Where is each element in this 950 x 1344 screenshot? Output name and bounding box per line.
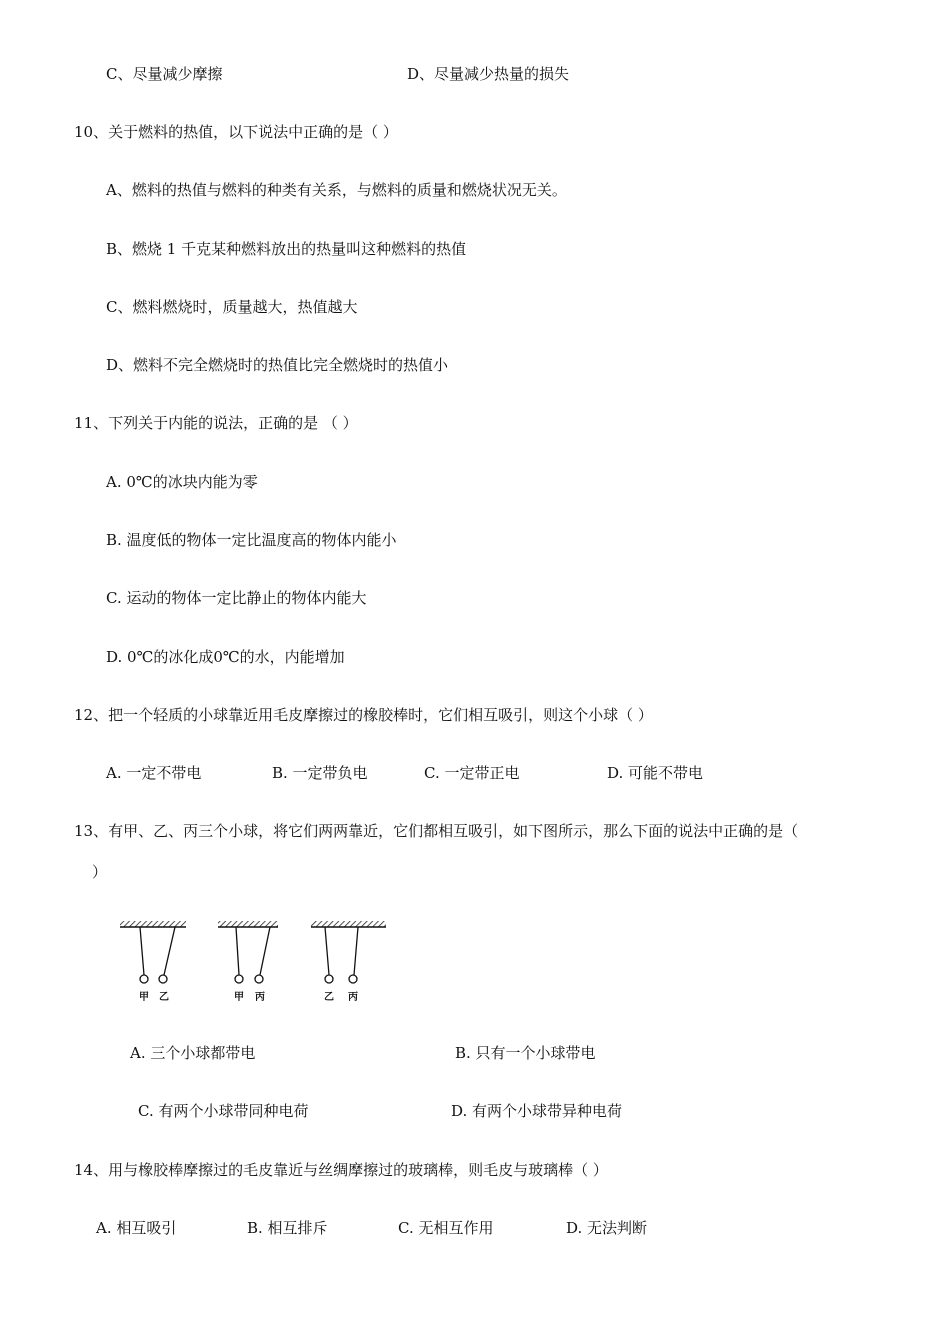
- q14-option-d: D. 无法判断: [566, 1219, 648, 1237]
- q13-option-d: D. 有两个小球带异种电荷: [451, 1102, 623, 1120]
- q10-option-b: B、燃烧 1 千克某种燃料放出的热量叫这种燃料的热值: [106, 240, 467, 258]
- label-jia-2: 甲: [234, 992, 244, 1003]
- ball-pair-2: [235, 927, 270, 983]
- q12-option-c: C. 一定带正电: [424, 764, 520, 782]
- q12-stem: 12、把一个轻质的小球靠近用毛皮摩擦过的橡胶棒时，它们相互吸引，则这个小球（ ）: [74, 706, 653, 724]
- q11-option-b: B. 温度低的物体一定比温度高的物体内能小: [106, 531, 397, 549]
- q11-option-d: D. 0℃的冰化成0℃的水，内能增加: [106, 648, 345, 666]
- q10-stem: 10、关于燃料的热值，以下说法中正确的是（ ）: [74, 123, 398, 141]
- q9-option-d: D、尽量减少热量的损失: [407, 65, 570, 83]
- q12-option-b: B. 一定带负电: [272, 764, 368, 782]
- ball-pair-3: [325, 927, 358, 983]
- support-bar-3: [311, 921, 386, 927]
- q10-option-c: C、燃料燃烧时，质量越大，热值越大: [106, 298, 358, 316]
- ball-pair-1: [140, 927, 175, 983]
- q13-stem: 13、有甲、乙、丙三个小球，将它们两两靠近，它们都相互吸引，如下图所示，那么下面的说法中正确的是（: [74, 822, 799, 840]
- q11-option-a: A. 0℃的冰块内能为零: [106, 473, 258, 491]
- q13-option-c: C. 有两个小球带同种电荷: [138, 1102, 309, 1120]
- q10-option-a: A、燃料的热值与燃料的种类有关系，与燃料的质量和燃烧状况无关。: [106, 181, 567, 199]
- q10-option-d: D、燃料不完全燃烧时的热值比完全燃烧时的热值小: [106, 356, 449, 374]
- label-yi-3: 乙: [324, 992, 334, 1003]
- q14-option-c: C. 无相互作用: [398, 1219, 494, 1237]
- pith-balls-figure: [118, 915, 393, 1010]
- q13-option-b: B. 只有一个小球带电: [455, 1044, 596, 1062]
- label-jia-1: 甲: [139, 992, 149, 1003]
- q11-stem: 11、下列关于内能的说法，正确的是 （ ）: [74, 414, 358, 432]
- q13-stem-continued: ）: [92, 863, 108, 881]
- support-bar-1: [120, 921, 186, 927]
- label-bing-2: 丙: [255, 992, 265, 1003]
- q12-option-a: A. 一定不带电: [106, 764, 202, 782]
- q11-option-c: C. 运动的物体一定比静止的物体内能大: [106, 589, 367, 607]
- q9-option-c: C、尽量减少摩擦: [106, 65, 223, 83]
- q14-option-a: A. 相互吸引: [96, 1219, 177, 1237]
- q12-option-d: D. 可能不带电: [607, 764, 704, 782]
- support-bar-2: [218, 921, 278, 927]
- label-bing-3: 丙: [348, 992, 358, 1003]
- q13-option-a: A. 三个小球都带电: [130, 1044, 256, 1062]
- q14-option-b: B. 相互排斥: [247, 1219, 328, 1237]
- label-yi-1: 乙: [159, 992, 169, 1003]
- q14-stem: 14、用与橡胶棒摩擦过的毛皮靠近与丝绸摩擦过的玻璃棒，则毛皮与玻璃棒（ ）: [74, 1161, 608, 1179]
